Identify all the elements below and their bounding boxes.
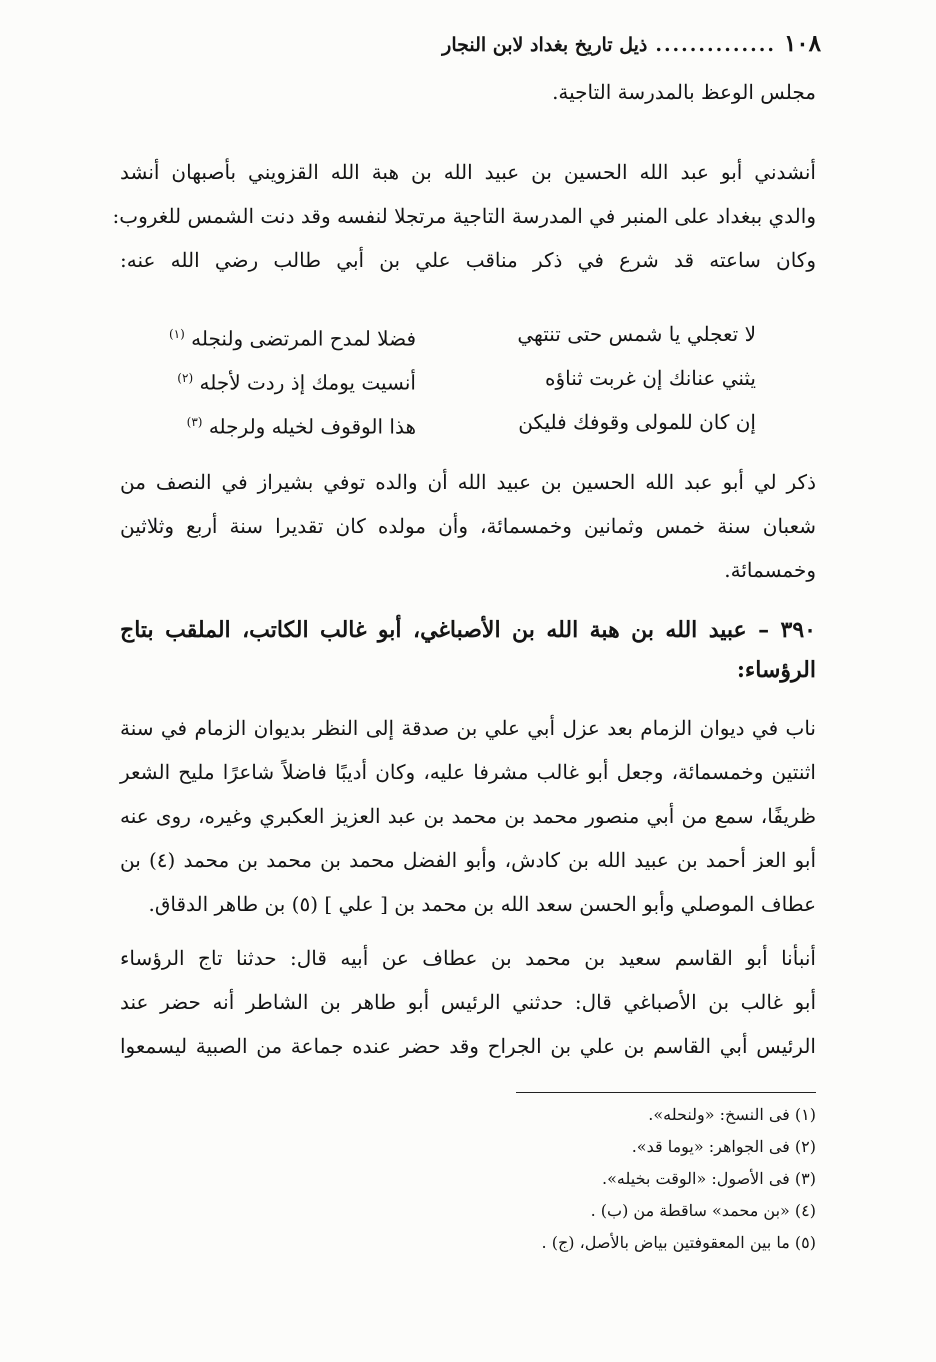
footnote-ref-1: (١) (168, 327, 185, 341)
text-line: أنبأنا أبو القاسم سعيد بن محمد بن عطاف عن أبيه قال: حدثنا تاج الرؤساء (120, 946, 816, 970)
text-line: وكان ساعته قد شرع في ذكر مناقب علي بن أبي طالب رضي الله عنه: (120, 248, 816, 272)
text-line: عطاف الموصلي وأبو الحسن سعد الله بن محمد بن [ علي ] (٥) بن طاهر الدقاق. (148, 892, 816, 916)
text-line: أبو العز أحمد بن عبيد الله بن كادش، وأبو الفضل محمد بن محمد بن محمد (٤) بن (120, 848, 817, 872)
verse-1-first-hemistich: لا تعجلي يا شمس حتى تنتهي (517, 322, 756, 346)
text-line: أبو غالب بن الأصباغي قال: حدثني الرئيس أبو طاهر بن الشاطر أنه حضر عند (120, 990, 816, 1014)
entry-number: ٣٩٠ (780, 617, 816, 643)
footnote-3: (٣) فى الأصول: «الوقت بخيله». (602, 1169, 816, 1188)
header-dots: .............. (655, 34, 776, 56)
text-line: ظريفًا، سمع من أبي منصور محمد بن محمد بن عبد العزيز العكبري وغيره، روى عنه (120, 804, 816, 828)
text-line: ذكر لي أبو عبد الله الحسين بن عبيد الله أن والده توفي بشيراز في النصف من (120, 470, 816, 494)
entry-heading-cont: الرؤساء: (736, 657, 816, 683)
running-title: ذيل تاريخ بغداد لابن النجار (442, 34, 648, 56)
verse-3-second-hemistich: هذا الوقوف لخيله ولرجله $^{(٣)}$ (186, 414, 416, 439)
verse-2-second-hemistich: أنسيت يومك إذ ردت لأجله $^{(٢)}$ (177, 370, 416, 395)
text-line: مجلس الوعظ بالمدرسة التاجية. (552, 80, 816, 104)
verse-3-first-hemistich: إن كان للمولى وقوفك فليكن (518, 410, 756, 434)
text-line: شعبان سنة خمس وثمانين وخمسمائة، وأن مولده كان تقديرا سنة أربع وثلاثين (120, 514, 816, 538)
text-line: ناب في ديوان الزمام بعد عزل أبي علي بن صدقة إلى النظر بديوان الزمام في سنة (120, 716, 816, 740)
footnote-4: (٤) «بن محمد» ساقطة من (ب) . (590, 1201, 816, 1220)
text-line: الرئيس أبي القاسم بن علي بن الجراح وقد حضر عنده جماعة من الصبية ليسمعوا (120, 1034, 816, 1058)
page-number: ١٠٨ (783, 30, 821, 57)
text-line: أنشدني أبو عبد الله الحسين بن عبيد الله بن هبة الله القزويني بأصبهان أنشد (120, 160, 816, 184)
entry-heading: ٣٩٠ – عبيد الله بن هبة الله بن الأصباغي، أبو غالب الكاتب، الملقب بتاج (120, 617, 816, 643)
footnote-rule (516, 1092, 816, 1093)
text-line: اثنتين وخمسمائة، وجعل أبو غالب مشرفا عليه، وكان أديبًا فاضلاً شاعرًا مليح الشعر (120, 760, 816, 784)
text-line: والدي ببغداد على المنبر في المدرسة التاجية مرتجلا لنفسه وقد دنت الشمس للغروب: (112, 204, 816, 228)
footnote-5: (٥) ما بين المعقوفتين بياض بالأصل، (ج) . (541, 1233, 816, 1252)
footnote-ref-2: (٢) (177, 371, 194, 385)
running-header (121, 30, 821, 57)
footnote-ref-3: (٣) (186, 415, 203, 429)
text-line: وخمسمائة. (724, 558, 816, 582)
footnote-1: (١) فى النسخ: «ولنحله». (648, 1105, 816, 1124)
verse-1-second-hemistich: فضلا لمدح المرتضى ولنجله $^{(١)}$ (168, 326, 416, 351)
verse-2-first-hemistich: يثني عنانك إن غربت ثناؤه (545, 366, 756, 390)
footnote-2: (٢) فى الجواهر: «يوما قد». (631, 1137, 816, 1156)
